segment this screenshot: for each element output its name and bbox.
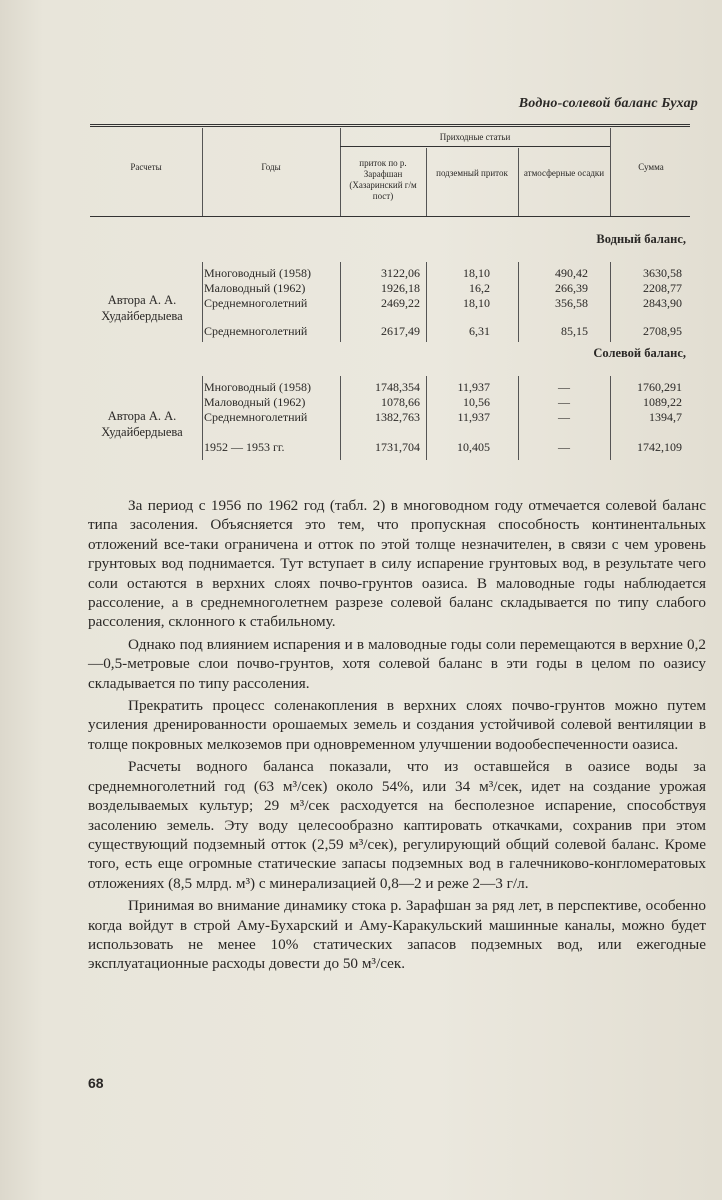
col-header-inflow: приток по р. Зарафшан (Хазаринский г/м пост): [349, 158, 417, 201]
row-divider: [610, 376, 611, 460]
table-cell-atmospheric: —: [558, 380, 570, 394]
table-cell-inflow: 3122,06: [381, 266, 420, 280]
table-cell-atmospheric: —: [558, 395, 570, 409]
salt-section-title: Солевой баланс,: [593, 346, 686, 360]
row-divider: [518, 262, 519, 342]
table-cell-year: Среднемноголетний: [204, 410, 308, 424]
table-cell-underground: 18,10: [463, 266, 490, 280]
salt-author: Автора А. А. Худайбердыева: [101, 409, 183, 439]
header-divider: [610, 128, 611, 216]
table-top-rule-2: [90, 126, 690, 127]
table-cell-atmospheric: 490,42: [555, 266, 588, 280]
paragraph: За период с 1956 по 1962 год (табл. 2) в многоводном году отмечается солевой баланс типа засоления. Объясняется это тем, что пропускная способность континентальных отложений все-таки ограничена и отток по этой толще незначителен, в связи с чем уровень грунтовых вод поднимается. Тут вступает в силу испарение грунтовых вод, в результате чего соли остаются в верхних слоях почво-грунтов оазиса. В маловодные годы наблюдается рассоление, а в среднемноголетнем разрезе солевой баланс складывается по типу слабого рассоления, склонного к стабильному.: [88, 497, 706, 631]
table-cell-sum: 3630,58: [643, 266, 682, 280]
row-divider: [340, 262, 341, 342]
table-cell-sum: 2208,77: [643, 281, 682, 295]
table-cell-underground: 11,937: [457, 410, 490, 424]
col-header-sum: Сумма: [638, 162, 664, 172]
header-divider: [518, 148, 519, 216]
water-section-title: Водный баланс,: [596, 232, 686, 246]
table-cell-year: 1952 — 1953 гг.: [204, 440, 285, 454]
table-cell-underground: 11,937: [457, 380, 490, 394]
table-cell-sum: 1089,22: [643, 395, 682, 409]
paragraph: Однако под влиянием испарения и в маловодные годы соли перемещаются в верхние 0,2—0,5-метровые слои почво-грунтов, хотя солевой баланс в эти годы в целом по оазису складывается по типу рассоления.: [88, 635, 706, 692]
row-divider: [340, 376, 341, 460]
table-cell-sum: 1760,291: [637, 380, 682, 394]
paragraph: Расчеты водного баланса показали, что из оставшейся в оазисе воды за среднемноголетний год (63 м³/сек) около 54%, или 34 м³/сек, идет на создание урожая возделываемых культур; 29 м³/сек расходуется на бесполезное испарение, способствуя засолению земель. Эту воду целесообразно каптировать откачками, сохранив при этом существующий подземный отток (2,59 м³/сек), регулирующий общий солевой баланс. Кроме того, есть еще огромные статические запасы подземных вод в галечниково-конгломератовых отложениях (8,5 млрд. м³) с минерализацией 0,8—2 и реже 2—3 г/л.: [88, 758, 706, 892]
table-cell-year: Среднемноголетний: [204, 296, 308, 310]
table-cell-year: Маловодный (1962): [204, 281, 306, 295]
table-cell-inflow: 1078,66: [381, 395, 420, 409]
row-divider: [202, 262, 203, 342]
table-cell-atmospheric: —: [558, 410, 570, 424]
table-cell-sum: 2708,95: [643, 324, 682, 338]
table-cell-underground: 10,405: [457, 440, 490, 454]
table-top-rule: [90, 124, 690, 125]
table-cell-inflow: 1382,763: [375, 410, 420, 424]
col-header-years: Годы: [261, 162, 281, 172]
row-divider: [426, 376, 427, 460]
table-cell-atmospheric: —: [558, 440, 570, 454]
paragraph: Принимая во внимание динамику стока р. Зарафшан за ряд лет, в перспективе, особенно когда войдут в строй Аму-Бухарский и Аму-Каракульский машинные каналы, можно будет использовать не менее 10% статических запасов подземных вод, или ежегодные эксплуатационные расходы довести до 50 м³/сек.: [88, 897, 706, 973]
table-cell-inflow: 2469,22: [381, 296, 420, 310]
table-cell-year: Многоводный (1958): [204, 266, 311, 280]
header-bottom-rule: [90, 216, 690, 217]
table-cell-underground: 10,56: [463, 395, 490, 409]
paragraph: Прекратить процесс соленакопления в верхних слоях почво-грунтов можно путем усиления дренированности орошаемых земель и создания устойчивой солевой вентиляции в толще покровных мелкоземов при одновременном улучшении водообеспеченности оазиса.: [88, 697, 706, 753]
table-cell-underground: 16,2: [469, 281, 490, 295]
table-cell-inflow: 1926,18: [381, 281, 420, 295]
table-cell-atmospheric: 85,15: [561, 324, 588, 338]
row-divider: [518, 376, 519, 460]
running-head: Водно-солевой баланс Бухар: [518, 96, 698, 111]
row-divider: [202, 376, 203, 460]
table-cell-inflow: 2617,49: [381, 324, 420, 338]
table-cell-year: Многоводный (1958): [204, 380, 311, 394]
table-cell-underground: 6,31: [469, 324, 490, 338]
table-cell-sum: 1742,109: [637, 440, 682, 454]
table-cell-year: Среднемноголетний: [204, 324, 308, 338]
table-cell-year: Маловодный (1962): [204, 395, 306, 409]
table-cell-atmospheric: 356,58: [555, 296, 588, 310]
group-rule: [340, 146, 610, 147]
col-header-atmospheric: атмосферные осадки: [523, 168, 605, 178]
table-cell-inflow: 1731,704: [375, 440, 420, 454]
col-header-underground: подземный приток: [436, 168, 508, 178]
table-cell-atmospheric: 266,39: [555, 281, 588, 295]
row-divider: [426, 262, 427, 342]
header-divider: [426, 148, 427, 216]
col-header-group: Приходные статьи: [439, 132, 511, 142]
table-cell-sum: 1394,7: [649, 410, 682, 424]
col-header-calc: Расчеты: [130, 162, 162, 172]
water-author: Автора А. А. Худайбердыева: [101, 293, 183, 323]
table-cell-underground: 18,10: [463, 296, 490, 310]
body-text: [88, 496, 706, 977]
table-cell-sum: 2843,90: [643, 296, 682, 310]
page-number: 68: [88, 1075, 104, 1091]
table-cell-inflow: 1748,354: [375, 380, 420, 394]
row-divider: [610, 262, 611, 342]
